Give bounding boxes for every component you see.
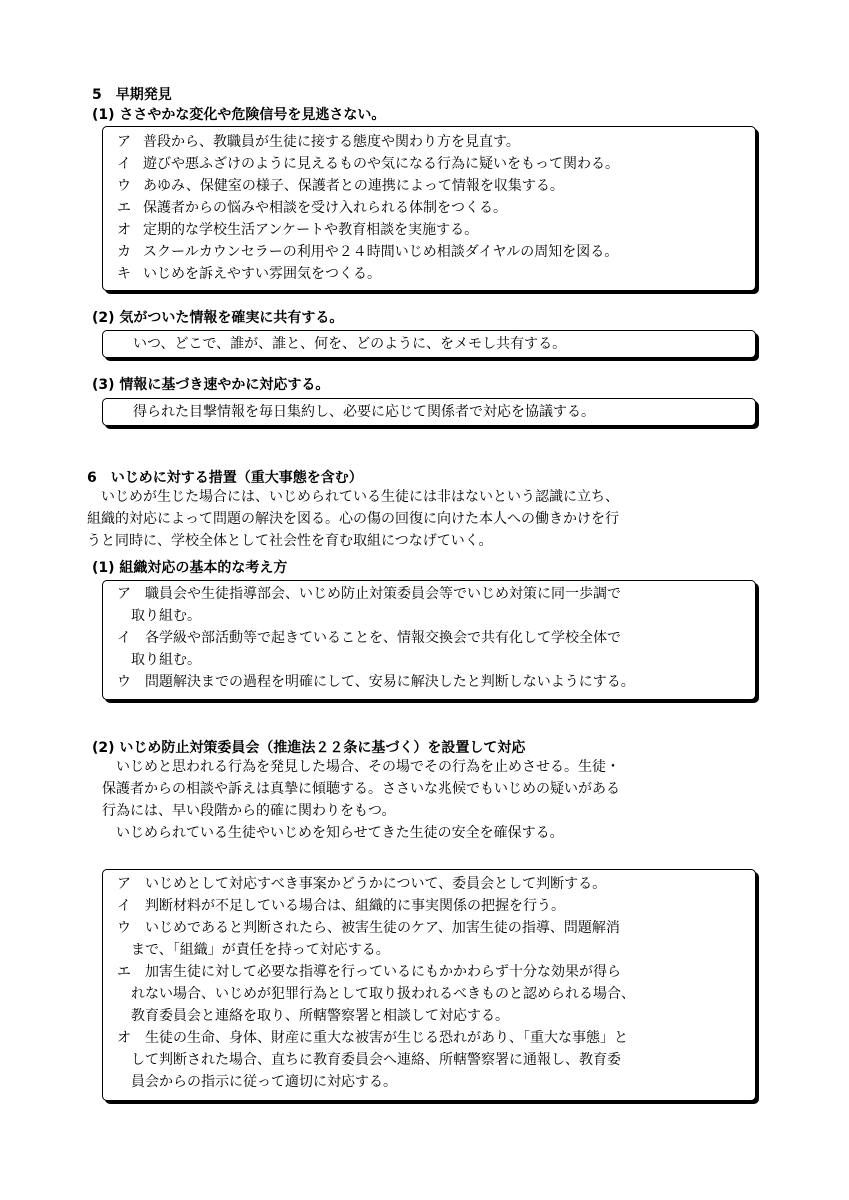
- paragraph-line: いじめられている生徒やいじめを知らせてきた生徒の安全を確保する。: [102, 825, 564, 841]
- item-mark: ウ: [117, 178, 131, 194]
- box-line: ア いじめとして対応すべき事案かどうかについて、委員会として判断する。: [117, 876, 607, 892]
- item-text: あゆみ、保健室の様子、保護者との連携によって情報を収集する。: [143, 178, 564, 194]
- intro-line: うと同時に、学校全体として社会性を育む取組につなげていく。: [87, 533, 493, 549]
- item-text: 定期的な学校生活アンケートや教育相談を実施する。: [143, 222, 479, 238]
- paragraph-line: 保護者からの相談や訴えは真摯に傾聴する。ささいな兆候でもいじめの疑いがある: [102, 781, 620, 797]
- box-line: れない場合、いじめが犯罪行為として取り扱われるべきものと認められる場合、: [117, 986, 635, 1002]
- box-line: 教育委員会と連絡を取り、所轄警察署と相談して対応する。: [117, 1008, 509, 1024]
- item-text: 保護者からの悩みや相談を受け入れられる体制をつくる。: [143, 200, 507, 216]
- box-line: して判断された場合、直ちに教育委員会へ連絡、所轄警察署に通報し、教育委: [117, 1052, 621, 1068]
- item-mark: イ: [117, 156, 131, 172]
- paragraph-line: 行為には、早い段階から的確に関わりをもつ。: [102, 803, 396, 819]
- item-mark: エ: [117, 200, 131, 216]
- section-5-title: 5 早期発見: [92, 87, 172, 103]
- list-item: [117, 132, 520, 152]
- item-text: 普段から、教職員が生徒に接する態度や関わり方を見直す。: [143, 134, 520, 150]
- item-text: スクールカウンセラーの利用や２４時間いじめ相談ダイヤルの周知を図る。: [143, 244, 619, 260]
- basic-approach-box: [102, 580, 756, 700]
- section-6-1-heading: (1) 組織対応の基本的な考え方: [92, 560, 288, 576]
- box-text: 得られた目撃情報を毎日集約し、必要に応じて関係者で対応を協議する。: [133, 404, 595, 420]
- box-line: オ 生徒の生命、身体、財産に重大な被害が生じる恐れがあり、「重大な事態」と: [117, 1030, 628, 1046]
- box-line: ウ いじめであると判断されたら、被害生徒のケア、加害生徒の指導、問題解消: [117, 920, 620, 936]
- box-line: イ 各学級や部活動等で起きていることを、情報交換会で共有化して学校全体で: [117, 630, 621, 646]
- box-line: 員会からの指示に従って適切に対応する。: [117, 1074, 397, 1090]
- box-line: ア 職員会や生徒指導部会、いじめ防止対策委員会等でいじめ対策に同一歩調で: [117, 586, 621, 602]
- box-line: 取り組む。: [117, 608, 201, 624]
- section-6-2-heading: (2) いじめ防止対策委員会（推進法２２条に基づく）を設置して対応: [92, 740, 526, 756]
- intro-line: いじめが生じた場合には、いじめられている生徒には非はないという認識に立ち、: [87, 489, 619, 505]
- item-mark: ア: [117, 134, 131, 150]
- item-mark: キ: [117, 266, 131, 282]
- section-6-title: 6 いじめに対する措置（重大事態を含む）: [87, 470, 363, 486]
- item-text: いじめを訴えやすい雰囲気をつくる。: [143, 266, 381, 282]
- list-item: [117, 154, 619, 174]
- box-text: いつ、どこで、誰が、誰と、何を、どのように、をメモし共有する。: [133, 336, 567, 352]
- box-line: エ 加害生徒に対して必要な指導を行っているにもかかわらず十分な効果が得ら: [117, 964, 621, 980]
- item-mark: カ: [117, 244, 131, 260]
- list-item: [117, 220, 478, 240]
- box-line: ウ 問題解決までの過程を明確にして、安易に解決したと判断しないようにする。: [117, 674, 635, 690]
- item-mark: オ: [117, 222, 131, 238]
- box-line: イ 判断材料が不足している場合は、組織的に事実関係の把握を行う。: [117, 898, 565, 914]
- box-line: 取り組む。: [117, 652, 201, 668]
- section-5-2-heading: (2) 気がついた情報を確実に共有する。: [92, 310, 344, 326]
- item-text: 遊びや悪ふざけのように見えるものや気になる行為に疑いをもって関わる。: [143, 156, 619, 172]
- committee-response-box: [102, 869, 756, 1101]
- list-item: [117, 198, 507, 218]
- list-item: [117, 264, 381, 284]
- early-detection-box: [102, 126, 756, 291]
- list-item: [117, 176, 564, 196]
- intro-line: 組織的対応によって問題の解決を図る。心の傷の回復に向けた本人への働きかけを行: [87, 511, 619, 527]
- paragraph-line: いじめと思われる行為を発見した場合、その場でその行為を止めさせる。生徒・: [102, 759, 620, 775]
- box-line: まで、「組織」が責任を持って対応する。: [117, 942, 390, 958]
- share-info-box: [102, 330, 756, 358]
- section-5-1-heading: (1) ささやかな変化や危険信号を見逃さない。: [92, 107, 386, 123]
- section-5-3-heading: (3) 情報に基づき速やかに対応する。: [92, 377, 330, 393]
- list-item: [117, 242, 618, 262]
- respond-box: [102, 398, 756, 426]
